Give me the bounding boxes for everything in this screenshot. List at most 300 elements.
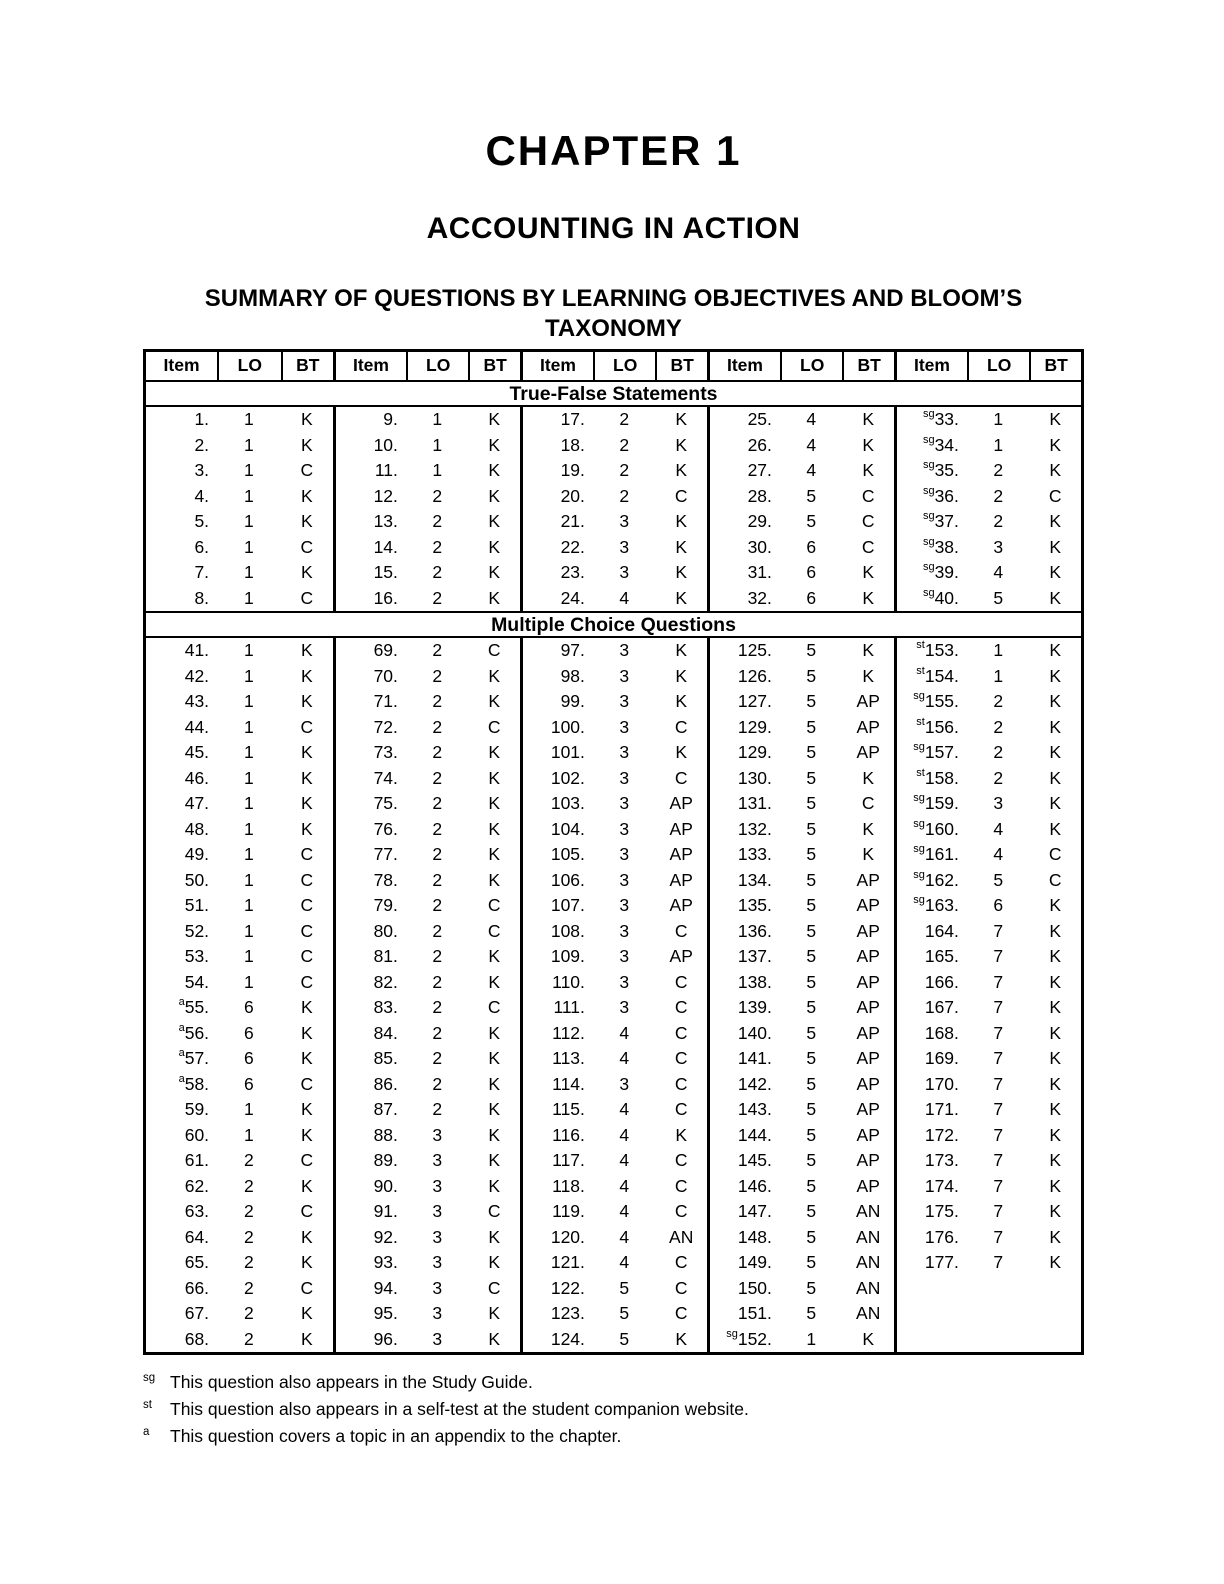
header-group [520, 352, 707, 380]
lo-cell: 5 [806, 844, 817, 864]
lo-cell: 1 [243, 920, 254, 941]
bt-cell: K [1049, 536, 1062, 557]
bt-cell: K [1049, 767, 1062, 788]
bt-cell: AP [856, 1175, 880, 1196]
lo-cell: 5 [806, 869, 817, 890]
lo-cell: 2 [432, 818, 443, 839]
item-cell: $^{sg}$162. [913, 868, 959, 890]
item-cell: 174. [924, 1175, 959, 1196]
row-group [333, 1097, 520, 1123]
lo-cell [967, 1276, 1030, 1302]
row-group [146, 1097, 333, 1123]
row-group [333, 995, 520, 1021]
lo-cell: 4 [806, 409, 817, 429]
item-cell: 8. [194, 587, 210, 608]
bt-cell: K [488, 1099, 501, 1119]
table-row [146, 433, 1081, 459]
lo-cell: 3 [619, 691, 630, 711]
lo-cell: 3 [619, 818, 630, 839]
bt-cell: K [1049, 920, 1062, 941]
lo-cell: 5 [806, 511, 817, 531]
page-content [143, 0, 1084, 1450]
row-group [894, 407, 1081, 433]
lo-cell: 3 [619, 793, 630, 813]
lo-cell: 1 [993, 665, 1004, 686]
table-row [146, 1046, 1081, 1072]
row-group [894, 1327, 1081, 1353]
table-row [146, 791, 1081, 817]
row-group [707, 970, 894, 996]
lo-cell: 2 [432, 767, 443, 788]
table-row [146, 509, 1081, 535]
bt-cell: K [1049, 818, 1062, 839]
table-row [146, 868, 1081, 894]
section-title: Multiple Choice Questions [146, 611, 1081, 638]
row-group [707, 509, 894, 535]
item-cell: 21. [560, 511, 585, 531]
bt-cell: K [488, 742, 501, 762]
row-group [894, 560, 1081, 586]
bt-cell: K [488, 767, 501, 788]
row-group [707, 740, 894, 766]
item-cell: $^{sg}$155. [913, 690, 959, 711]
bt-cell: K [488, 869, 501, 890]
item-cell: 99. [560, 691, 585, 711]
row-group [520, 407, 707, 433]
row-group [333, 689, 520, 715]
footnote-marker: a [178, 1072, 185, 1085]
bt-cell: AP [669, 946, 693, 966]
item-cell: 17. [560, 409, 585, 429]
footnote-text: This question also appears in the Study Guide. [170, 1372, 533, 1392]
lo-cell: 7 [993, 1226, 1004, 1247]
bt-cell: K [1049, 460, 1062, 480]
item-cell: 66. [184, 1277, 210, 1298]
row-group [707, 560, 894, 586]
item-cell: 11. [374, 460, 398, 480]
row-group [707, 1327, 894, 1353]
row-group [894, 1174, 1081, 1200]
item-cell: 100. [550, 716, 585, 737]
item-cell: 83. [373, 997, 398, 1017]
table-row [146, 817, 1081, 843]
bt-cell: C [674, 485, 688, 506]
lo-cell: 4 [619, 1175, 630, 1196]
item-cell: 137. [737, 946, 772, 966]
lo-cell: 2 [432, 997, 443, 1017]
item-cell: 169. [924, 1048, 959, 1068]
table-row [146, 484, 1081, 510]
row-group [333, 740, 520, 766]
row-group [520, 740, 707, 766]
item-cell: 51. [184, 895, 210, 915]
bt-cell: K [1049, 1022, 1062, 1043]
item-cell: 121. [550, 1252, 585, 1272]
column-header: BT [842, 352, 894, 380]
bt-cell: K [488, 1022, 501, 1043]
bt-cell: C [300, 895, 314, 915]
summary-heading-line1: SUMMARY OF QUESTIONS BY LEARNING OBJECTIVES AND BLOOM’S [204, 285, 1023, 312]
row-group [707, 1021, 894, 1047]
lo-cell: 2 [619, 434, 630, 455]
lo-cell: 7 [993, 1022, 1004, 1043]
bt-cell: C [674, 1073, 688, 1094]
row-group [146, 535, 333, 561]
row-group [333, 535, 520, 561]
lo-cell: 1 [243, 562, 254, 582]
row-group [894, 995, 1081, 1021]
bt-cell: K [300, 1226, 313, 1247]
row-group [707, 1250, 894, 1276]
row-group [146, 944, 333, 970]
row-group [520, 868, 707, 894]
lo-cell: 2 [619, 485, 630, 506]
footnote-marker: a [178, 1021, 185, 1034]
row-group [146, 484, 333, 510]
bt-cell: AP [856, 1073, 880, 1094]
lo-cell: 6 [243, 1073, 254, 1094]
item-cell: 85. [373, 1048, 398, 1068]
item-cell: 139. [737, 997, 772, 1017]
item-cell: 68. [184, 1328, 210, 1349]
item-cell: 69. [373, 640, 398, 660]
lo-cell: 5 [993, 587, 1004, 608]
item-cell: 45. [184, 742, 210, 762]
item-cell: 106. [550, 869, 585, 890]
footnotes [143, 1369, 1084, 1450]
row-group [894, 715, 1081, 741]
lo-cell: 2 [993, 460, 1004, 480]
row-group [894, 1225, 1081, 1251]
table-row [146, 893, 1081, 919]
lo-cell: 4 [993, 844, 1004, 864]
lo-cell: 2 [243, 1277, 254, 1298]
bt-cell: K [1049, 1073, 1062, 1094]
bt-cell: C [674, 1175, 688, 1196]
row-group [707, 535, 894, 561]
row-group [894, 919, 1081, 945]
lo-cell: 4 [806, 460, 817, 480]
item-cell [897, 1327, 967, 1353]
lo-cell: 5 [806, 665, 817, 686]
bt-cell: K [300, 818, 313, 839]
lo-cell: 7 [993, 920, 1004, 941]
lo-cell: 2 [432, 793, 443, 813]
bt-cell: C [674, 767, 688, 788]
item-cell: 78. [373, 869, 398, 890]
item-cell: 126. [737, 665, 772, 686]
row-group [333, 1148, 520, 1174]
footnote-marker: sg [922, 459, 935, 472]
table-row [146, 1148, 1081, 1174]
lo-cell: 2 [432, 895, 443, 915]
item-cell: 87. [373, 1099, 398, 1119]
bt-cell: K [675, 742, 688, 762]
lo-cell: 5 [619, 1328, 630, 1349]
column-header: BT [1029, 352, 1081, 380]
item-cell: 22. [560, 536, 585, 557]
row-group [333, 407, 520, 433]
row-group [333, 1174, 520, 1200]
row-group [333, 664, 520, 690]
lo-cell: 5 [806, 1073, 817, 1094]
lo-cell: 4 [619, 1048, 630, 1068]
footnote-line: st This question also appears in a self-test at the student companion website. [143, 1399, 749, 1419]
bt-cell: C [674, 920, 688, 941]
row-group [520, 458, 707, 484]
lo-cell: 6 [806, 536, 817, 557]
lo-cell: 2 [432, 844, 443, 864]
bt-cell: AP [856, 742, 880, 762]
bt-cell: K [1049, 409, 1062, 429]
item-cell: 76. [373, 818, 398, 839]
lo-cell: 3 [432, 1277, 443, 1298]
bt-cell: C [300, 1150, 314, 1170]
lo-cell: 3 [619, 716, 630, 737]
item-cell: 26. [747, 434, 772, 455]
row-group [520, 842, 707, 868]
row-group [146, 1174, 333, 1200]
row-group [333, 484, 520, 510]
lo-cell: 1 [243, 793, 254, 813]
row-group [146, 791, 333, 817]
item-cell: 67. [184, 1303, 210, 1323]
bt-cell: C [487, 1277, 501, 1298]
row-group [520, 791, 707, 817]
item-cell: $^a$55. [178, 996, 210, 1017]
item-cell: 131. [737, 793, 772, 813]
bt-cell: AN [856, 1226, 881, 1247]
lo-cell: 6 [243, 1048, 254, 1068]
section-title: True-False Statements [146, 380, 1081, 407]
lo-cell: 2 [432, 562, 443, 582]
footnote-marker: sg [913, 894, 925, 907]
item-cell: 92. [373, 1226, 398, 1247]
row-group [520, 1174, 707, 1200]
item-cell: 42. [184, 665, 210, 686]
bt-cell: AP [856, 1124, 880, 1145]
bt-cell: K [488, 511, 501, 531]
row-group [520, 1097, 707, 1123]
footnote-marker: sg [922, 433, 935, 446]
row-group [894, 1097, 1081, 1123]
item-cell: $^{sg}$157. [913, 741, 959, 762]
row-group [520, 664, 707, 690]
lo-cell: 5 [806, 793, 817, 813]
item-cell: 168. [924, 1022, 959, 1043]
footnote-marker: sg [922, 510, 935, 523]
footnote-marker: st [916, 766, 925, 779]
bt-cell: K [300, 409, 313, 429]
item-cell: 89. [373, 1150, 398, 1170]
row-group [894, 817, 1081, 843]
row-group [707, 433, 894, 459]
lo-cell: 1 [432, 434, 443, 455]
row-group [146, 715, 333, 741]
bt-cell: C [300, 1201, 314, 1221]
item-cell: 65. [184, 1252, 210, 1272]
row-group [520, 1199, 707, 1225]
row-group [520, 509, 707, 535]
item-cell: $^{sg}$40. [922, 586, 959, 608]
bt-cell [1029, 1327, 1081, 1353]
item-cell: 110. [552, 971, 585, 992]
item-cell: 32. [747, 587, 772, 608]
row-group [333, 893, 520, 919]
lo-cell: 1 [243, 767, 254, 788]
bt-cell: AP [856, 920, 880, 941]
row-group [894, 1250, 1081, 1276]
lo-cell: 5 [806, 895, 817, 915]
row-group [146, 1250, 333, 1276]
bt-cell: K [675, 536, 688, 557]
item-cell: 80. [373, 920, 398, 941]
item-cell: 129. [737, 716, 772, 737]
footnote-marker: sg [913, 843, 925, 856]
bt-cell: K [488, 562, 501, 582]
item-cell: 124. [550, 1328, 585, 1349]
item-cell: 145. [737, 1150, 772, 1170]
row-group [520, 893, 707, 919]
lo-cell: 2 [432, 946, 443, 966]
lo-cell: 5 [806, 1150, 817, 1170]
row-group [333, 1046, 520, 1072]
item-cell: 149. [737, 1252, 772, 1272]
lo-cell: 3 [619, 536, 630, 557]
bt-cell: K [675, 511, 688, 531]
lo-cell: 5 [806, 485, 817, 506]
lo-cell: 1 [243, 485, 254, 506]
row-group [894, 1199, 1081, 1225]
bt-cell: C [674, 1303, 688, 1323]
item-cell: 130. [737, 767, 772, 788]
table-header-row [146, 352, 1081, 380]
bt-cell: K [862, 409, 875, 429]
item-cell: 43. [184, 691, 210, 711]
table-row [146, 766, 1081, 792]
item-cell: 15. [373, 562, 398, 582]
item-cell: 172. [924, 1124, 959, 1145]
row-group [333, 817, 520, 843]
item-cell: 25. [747, 409, 772, 429]
footnote-marker: a [178, 1047, 185, 1060]
bt-cell: K [675, 640, 688, 660]
row-group [707, 407, 894, 433]
section-body [146, 407, 1081, 611]
table-row [146, 1123, 1081, 1149]
lo-cell: 7 [993, 1099, 1004, 1119]
row-group [707, 919, 894, 945]
bt-cell: K [1049, 946, 1062, 966]
lo-cell: 4 [619, 1022, 630, 1043]
bt-cell: C [674, 1277, 688, 1298]
bt-cell: C [861, 793, 875, 813]
item-cell: 82. [373, 971, 398, 992]
row-group [894, 638, 1081, 664]
footnote-marker: st [916, 715, 925, 728]
bt-cell: K [488, 1048, 501, 1068]
item-cell: $^{sg}$36. [922, 484, 959, 506]
row-group [146, 560, 333, 586]
bt-cell: K [862, 434, 875, 455]
item-cell: 107. [550, 895, 585, 915]
item-cell: $^{sg}$39. [922, 561, 959, 582]
row-group [333, 766, 520, 792]
row-group [333, 1021, 520, 1047]
lo-cell: 3 [619, 946, 630, 966]
row-group [520, 995, 707, 1021]
item-cell: $^a$57. [178, 1047, 210, 1068]
row-group [520, 970, 707, 996]
row-group [146, 1301, 333, 1327]
column-header: LO [967, 352, 1030, 380]
lo-cell: 2 [432, 587, 443, 608]
bt-cell: K [1049, 511, 1062, 531]
lo-cell: 1 [432, 409, 443, 429]
item-cell: 165. [924, 946, 959, 966]
table-row [146, 1327, 1081, 1353]
item-cell: $^{sg}$35. [922, 459, 959, 480]
bt-cell: C [487, 640, 501, 660]
bt-cell: C [1048, 844, 1062, 864]
bt-cell: K [488, 434, 501, 455]
row-group [146, 740, 333, 766]
row-group [707, 458, 894, 484]
item-cell [897, 1276, 967, 1302]
lo-cell: 3 [619, 767, 630, 788]
item-cell: 175. [924, 1201, 959, 1221]
bt-cell: C [674, 1048, 688, 1068]
lo-cell: 3 [432, 1226, 443, 1247]
row-group [520, 433, 707, 459]
bt-cell: AP [856, 1150, 880, 1170]
bt-cell: K [1049, 1252, 1062, 1272]
row-group [520, 1123, 707, 1149]
bt-cell: C [861, 536, 875, 557]
table-row [146, 1097, 1081, 1123]
row-group [520, 1301, 707, 1327]
bt-cell: K [300, 793, 313, 813]
bt-cell: K [1049, 1124, 1062, 1145]
table-row [146, 740, 1081, 766]
row-group [146, 1276, 333, 1302]
footnote-marker: sg [913, 868, 925, 881]
row-group [707, 638, 894, 664]
row-group [146, 970, 333, 996]
lo-cell: 2 [432, 742, 443, 762]
row-group [707, 868, 894, 894]
bt-cell: K [300, 1175, 313, 1196]
item-cell: 101. [550, 742, 585, 762]
bt-cell: K [300, 742, 313, 762]
item-cell: 41. [184, 640, 210, 660]
bt-cell: C [300, 971, 314, 992]
item-cell: 150. [737, 1277, 772, 1298]
lo-cell: 5 [806, 1201, 817, 1221]
item-cell: 12. [373, 485, 398, 506]
bt-cell: C [674, 1022, 688, 1043]
item-cell: 60. [184, 1124, 210, 1145]
lo-cell: 2 [243, 1201, 254, 1221]
bt-cell: K [488, 1175, 501, 1196]
item-cell: 151. [737, 1303, 772, 1323]
item-cell: 119. [552, 1201, 585, 1221]
item-cell: 7. [194, 562, 210, 582]
lo-cell: 5 [806, 691, 817, 711]
item-cell: 147. [737, 1201, 772, 1221]
item-cell: 63. [184, 1201, 210, 1221]
bt-cell: AP [856, 997, 880, 1017]
